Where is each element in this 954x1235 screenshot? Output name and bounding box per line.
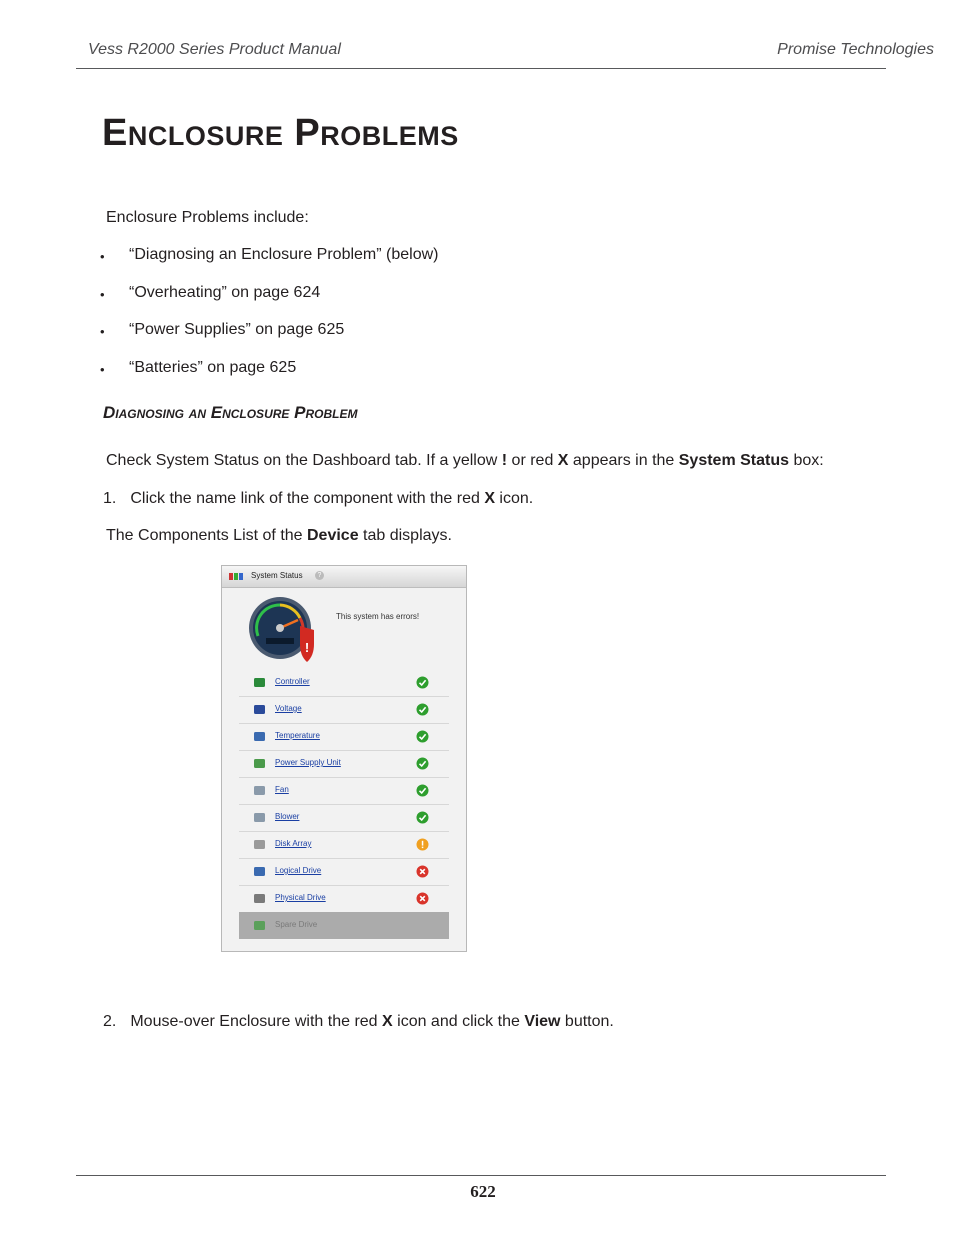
svg-text:!: !: [304, 640, 310, 655]
physical-drive-icon: [253, 893, 266, 904]
power-supply-icon: [253, 758, 266, 769]
bullet-marker: •: [100, 362, 105, 377]
temperature-icon: [253, 731, 266, 742]
page-title: Enclosure Problems: [102, 112, 459, 154]
component-row[interactable]: [239, 696, 449, 724]
section-heading: Diagnosing an Enclosure Problem: [103, 403, 358, 422]
component-row[interactable]: [239, 885, 449, 913]
component-link[interactable]: Temperature: [275, 731, 320, 740]
component-link[interactable]: Logical Drive: [275, 866, 322, 875]
component-row[interactable]: [239, 750, 449, 778]
panel-title: System Status: [251, 571, 303, 580]
component-row[interactable]: [239, 777, 449, 805]
gauge-icon: [248, 596, 322, 664]
system-status-icon: [229, 572, 244, 581]
check-icon: [416, 730, 429, 743]
component-row[interactable]: [239, 831, 449, 859]
bullet-marker: •: [100, 324, 105, 339]
step-1: 1. Click the name link of the component with the red X icon.: [103, 490, 534, 507]
header-rule: [76, 68, 886, 69]
logical-drive-icon: [253, 866, 266, 877]
step-2: 2. Mouse-over Enclosure with the red X icon and click the View button.: [103, 1013, 614, 1030]
running-header-left: Vess R2000 Series Product Manual: [88, 41, 341, 58]
bullet-marker: •: [100, 249, 105, 264]
component-link[interactable]: Blower: [275, 812, 300, 821]
component-row[interactable]: [239, 723, 449, 751]
component-row[interactable]: [239, 669, 449, 697]
fan-icon: [253, 785, 266, 796]
component-row[interactable]: [239, 804, 449, 832]
component-link[interactable]: Fan: [275, 785, 289, 794]
component-link[interactable]: Power Supply Unit: [275, 758, 341, 767]
spare-drive-icon: [253, 920, 266, 931]
instruction-paragraph: Check System Status on the Dashboard tab. If a yellow ! or red X appears in the System Status box:: [106, 452, 824, 469]
check-icon: [416, 784, 429, 797]
component-link[interactable]: Voltage: [275, 704, 302, 713]
check-icon: [416, 703, 429, 716]
page-number: 622: [470, 1182, 496, 1201]
component-link[interactable]: Controller: [275, 677, 310, 686]
component-row[interactable]: [239, 858, 449, 886]
component-link[interactable]: Physical Drive: [275, 893, 326, 902]
bullet-item: “Batteries” on page 625: [129, 359, 297, 376]
component-link[interactable]: Spare Drive: [275, 920, 318, 929]
system-status-panel: [221, 565, 467, 952]
bullet-item: “Diagnosing an Enclosure Problem” (below): [129, 246, 439, 263]
bullet-item: “Overheating” on page 624: [129, 284, 321, 301]
running-header-right: Promise Technologies: [777, 41, 934, 58]
bullet-marker: •: [100, 287, 105, 302]
error-icon: [416, 892, 429, 905]
check-icon: [416, 676, 429, 689]
warning-icon: [416, 838, 429, 851]
blower-icon: [253, 812, 266, 823]
check-icon: [416, 811, 429, 824]
controller-icon: [253, 677, 266, 688]
panel-header: [222, 566, 466, 588]
check-icon: [416, 757, 429, 770]
disk-array-icon: [253, 839, 266, 850]
voltage-icon: [253, 704, 266, 715]
result-paragraph: The Components List of the Device tab displays.: [106, 527, 452, 544]
help-icon[interactable]: ?: [315, 571, 324, 580]
bullet-item: “Power Supplies” on page 625: [129, 321, 345, 338]
status-message: This system has errors!: [336, 612, 420, 621]
component-row[interactable]: [239, 912, 449, 939]
footer-rule: [76, 1175, 886, 1176]
error-icon: [416, 865, 429, 878]
intro-text: Enclosure Problems include:: [106, 209, 309, 226]
component-link[interactable]: Disk Array: [275, 839, 312, 848]
